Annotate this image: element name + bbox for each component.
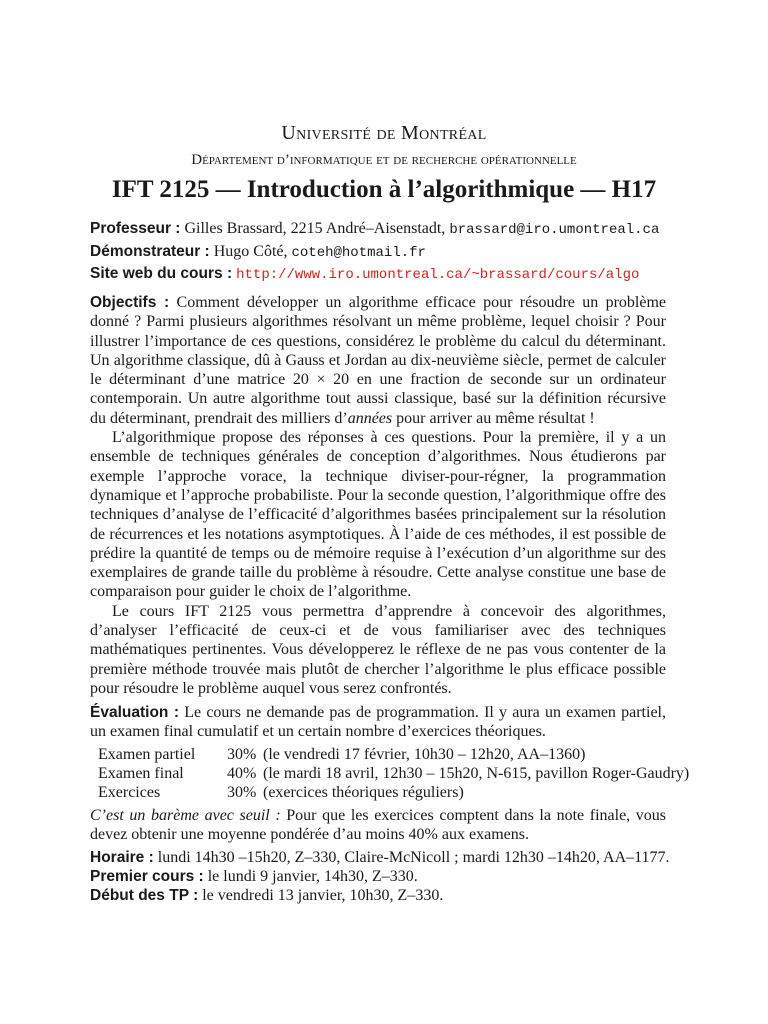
schedule-label: Horaire : [90,849,154,866]
first-class-line [90,868,418,886]
threshold-text: Pour que les exercices comptent dans la note finale, vous devez obtenir une moyenne pondérée d’au moins 40% aux examens. [90,807,667,844]
evaluation-item-name: Examen final [98,765,184,782]
objectives-section [90,293,666,698]
schedule-line [90,849,670,867]
schedule-text: lundi 14h30 –15h20, Z–330, Claire-McNicoll ; mardi 12h30 –14h20, AA–1177. [157,849,670,866]
evaluation-item-name: Examen partiel [98,746,196,763]
website-line [90,265,639,283]
objectives-paragraph-1 [90,293,666,428]
evaluation-item-weight: 30% [227,746,257,763]
tp-start-text: le vendredi 13 janvier, 10h30, Z–330. [202,887,444,904]
evaluation-intro-text: Le cours ne demande pas de programmation. Il y aura un examen partiel, un examen final cumulatif et un certain nombre d’exercices théoriques. [90,704,666,741]
website-link[interactable]: http://www.iro.umontreal.ca/~brassard/cours/algo [236,267,640,283]
evaluation-item-name: Exercices [98,784,161,801]
tp-start-line [90,887,443,905]
professor-text: Gilles Brassard, 2215 André–Aisenstadt, [184,220,446,237]
threshold-emphasis: C’est un barème avec seuil : [90,807,281,824]
evaluation-label: Évaluation : [90,704,180,721]
demonstrator-line [90,243,426,261]
evaluation-item-detail: (le mardi 18 avril, 12h30 – 15h20, N-615, pavillon Roger-Gaudry) [263,765,690,782]
course-title: IFT 2125 — Introduction à l’algorithmique — H17 [111,176,657,203]
evaluation-item-weight: 40% [227,765,257,782]
professor-label: Professeur : [90,220,181,237]
demonstrator-label: Démonstrateur : [90,243,210,260]
university-name: Université de Montréal [281,122,487,144]
first-class-text: le lundi 9 janvier, 14h30, Z–330. [207,868,418,885]
evaluation-item-weight: 30% [227,784,257,801]
objectives-label: Objectifs : [90,294,170,311]
objectives-paragraph-2: L’algorithmique propose des réponses à ces questions. Pour la première, il y a un ensemble de techniques générales de conception d’algorithmes. Nous étudierons par exemple l’approche vorace, la technique diviser-pour-régner, la programmation dynamique et l’approche probabiliste. Pour la seconde question, l’algorithmique offre des techniques d’analyse de l’efficacité d’algorithmes basées principalement sur la résolution de récurrences et les notations asymptotiques. À l’aide de ces méthodes, il est possible de prédire la quantité de temps ou de mémoire requise à l’exécution d’un algorithme sur des exemplaires de grande taille du problème à résoudre. Cette analyse constitue une base de comparaison pour guider le choix de l’algorithme. [90,429,666,601]
objectives-paragraph-3: Le cours IFT 2125 vous permettra d’apprendre à concevoir des algorithmes, d’analyser l’efficacité de ceux-ci et de vous familiariser avec des techniques mathématiques pertinentes. Vous développerez le réflexe de ne pas vous contenter de la première méthode trouvée mais plutôt de chercher l’algorithme le plus efficace possible pour résoudre le problème auquel vous serez confrontés. [90,602,666,697]
objectives-p1-end: pour arriver au même résultat ! [392,409,595,427]
demonstrator-email[interactable]: coteh@hotmail.fr [291,245,426,261]
tp-start-label: Début des TP : [90,887,199,904]
evaluation-item-detail: (le vendredi 17 février, 10h30 – 12h20, AA–1360) [263,746,586,763]
objectives-p1-start: Comment développer un algorithme efficace pour résoudre un problème donné ? Parmi plusieurs algorithmes résolvant un même problème, lequel choisir ? Pour illustrer l’importance de ces questions, considérez le problème du calcul du déterminant. Un algorithme classique, dû à Gauss et Jordan au dix-neuvième siècle, permet de calculer le déterminant d’une matrice 20 × 20 en une fraction de seconde sur un ordinateur contemporain. Un autre algorithme tout aussi classique, basé sur la définition récursive du déterminant, prendrait des milliers d’ [90,294,667,427]
threshold-note [90,806,666,845]
evaluation-intro [90,703,666,742]
first-class-label: Premier cours : [90,868,204,885]
demonstrator-text: Hugo Côté, [213,243,288,260]
professor-email[interactable]: brassard@iro.umontreal.ca [449,222,660,238]
website-label: Site web du cours : [90,265,233,282]
evaluation-item-detail: (exercices théoriques réguliers) [263,784,464,801]
department-name: Département d’informatique et de recherche opérationnelle [191,152,577,168]
professor-line [90,220,659,238]
objectives-p1-emphasis: années [347,409,393,427]
